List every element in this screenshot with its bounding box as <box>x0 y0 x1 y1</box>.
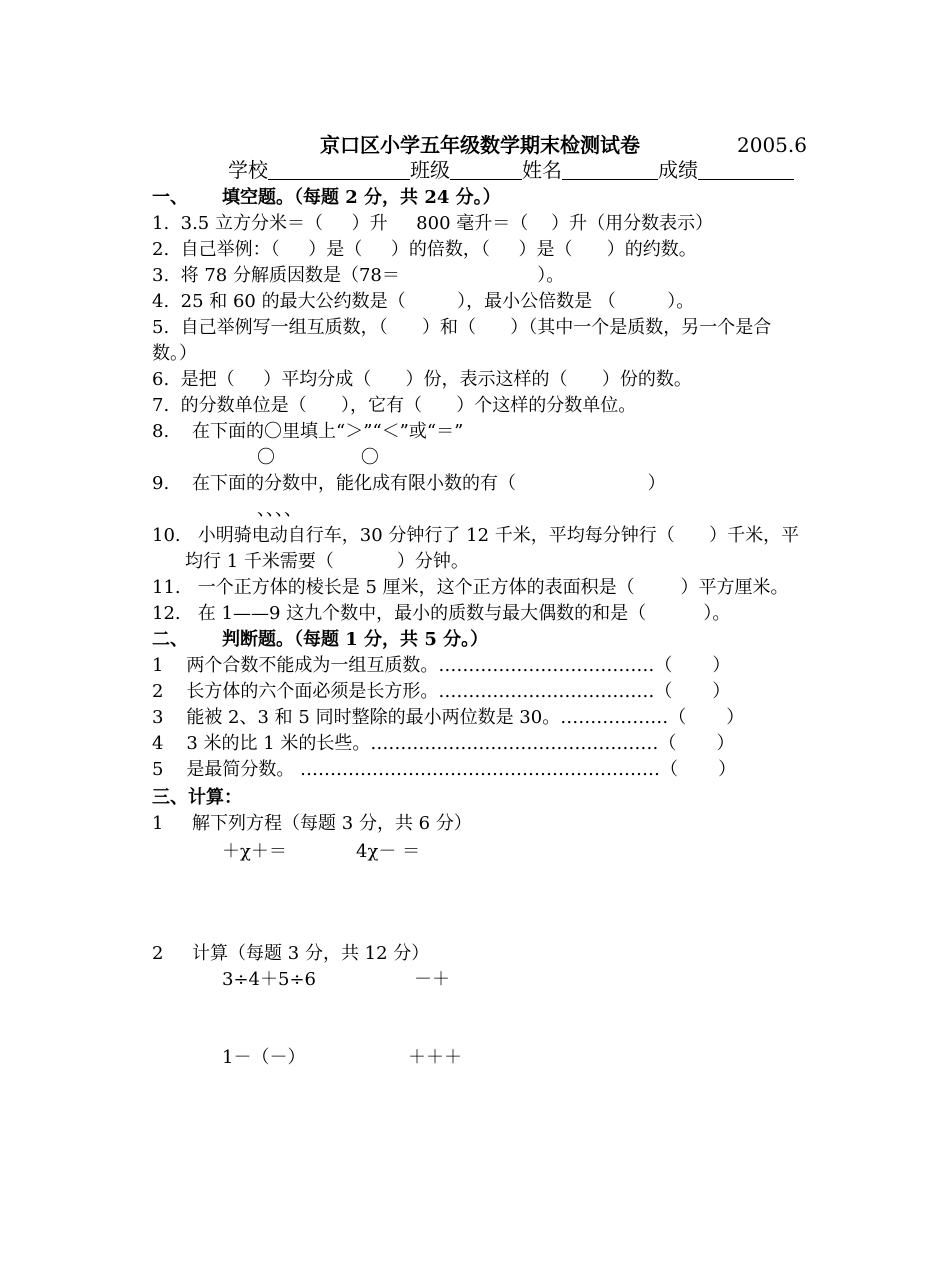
question-7: 7. 的分数单位是（ ），它有（ ）个这样的分数单位。 <box>152 395 637 416</box>
calculation-2: －＋ <box>414 969 450 990</box>
equation-2: 4χ－ ＝ <box>356 841 421 862</box>
calculation-1: 3÷4＋5÷6 <box>222 969 316 990</box>
question-2: 2. 自己举例：（ ）是（ ）的倍数，（ ）是（ ）的约数。 <box>152 239 697 260</box>
question-12: 12. 在 1——9 这九个数中，最小的质数与最大偶数的和是（ ）。 <box>152 603 731 624</box>
question-5-continued: 数。） <box>152 343 197 364</box>
calculation-4: ＋＋＋ <box>408 1047 462 1068</box>
judgment-item: 3 能被 2、3 和 5 同时整除的最小两位数是 30。………………（ ） <box>152 707 745 728</box>
school-field[interactable] <box>268 159 410 180</box>
exam-date: 2005.6 <box>737 133 807 157</box>
question-8: 8. 在下面的〇里填上“＞”“＜”或“＝” <box>152 421 464 442</box>
name-label: 姓名 <box>522 158 562 182</box>
question-9: 9. 在下面的分数中，能化成有限小数的有（ ） <box>152 473 666 494</box>
question-1: 1. 3.5 立方分米＝（ ）升 800 毫升＝（ ）升（用分数表示） <box>152 213 714 234</box>
class-field[interactable] <box>450 159 522 180</box>
question-10: 10. 小明骑电动自行车，30 分钟行了 12 千米，平均每分钟行（ ）千米，平 <box>152 525 800 546</box>
question-6: 6. 是把（ ）平均分成（ ）份，表示这样的（ ）份的数。 <box>152 369 692 390</box>
section1-number: 一、 <box>152 187 188 208</box>
question-9-fractions: 、、、、 <box>257 499 302 520</box>
name-field[interactable] <box>562 159 658 180</box>
judgment-item: 2 长方体的六个面必须是长方形。………………………………（ ） <box>152 681 731 702</box>
section3-title: 三、计算： <box>152 787 242 808</box>
school-label: 学校 <box>228 158 268 182</box>
question-4: 4. 25 和 60 的最大公约数是（ ），最小公倍数是 （ ）。 <box>152 291 695 312</box>
section1-title: 填空题。（每题 2 分，共 24 分。） <box>222 187 501 208</box>
calculation-3: 1－（－） <box>222 1047 306 1068</box>
calculation-heading: 2 计算（每题 3 分，共 12 分） <box>152 943 430 964</box>
judgment-item: 4 3 米的比 1 米的长些。…………………………………………（ ） <box>152 733 735 754</box>
score-label: 成绩 <box>658 158 698 182</box>
judgment-item: 5 是最简分数。 ……………………………………………………（ ） <box>152 759 737 780</box>
equations-heading: 1 解下列方程（每题 3 分，共 6 分） <box>152 813 472 834</box>
question-3: 3. 将 78 分解质因数是（78＝ ）。 <box>152 265 565 286</box>
question-8-circles: 〇 〇 <box>257 447 379 468</box>
exam-title: 京口区小学五年级数学期末检测试卷 <box>320 133 640 157</box>
question-10-continued: 均行 1 千米需要（ ）分钟。 <box>185 551 469 572</box>
score-field[interactable] <box>698 159 794 180</box>
judgment-item: 1 两个合数不能成为一组互质数。………………………………（ ） <box>152 655 731 676</box>
section2-number: 二、 <box>152 629 188 650</box>
question-5: 5. 自己举例写一组互质数，（ ）和（ ）（其中一个是质数，另一个是合 <box>152 317 772 338</box>
section2-title: 判断题。（每题 1 分，共 5 分。） <box>222 629 489 650</box>
question-11: 11. 一个正方体的棱长是 5 厘米，这个正方体的表面积是（ ）平方厘米。 <box>152 577 789 598</box>
class-label: 班级 <box>410 158 450 182</box>
equation-1: ＋χ＋＝ <box>222 841 287 862</box>
student-info-line <box>228 158 794 182</box>
